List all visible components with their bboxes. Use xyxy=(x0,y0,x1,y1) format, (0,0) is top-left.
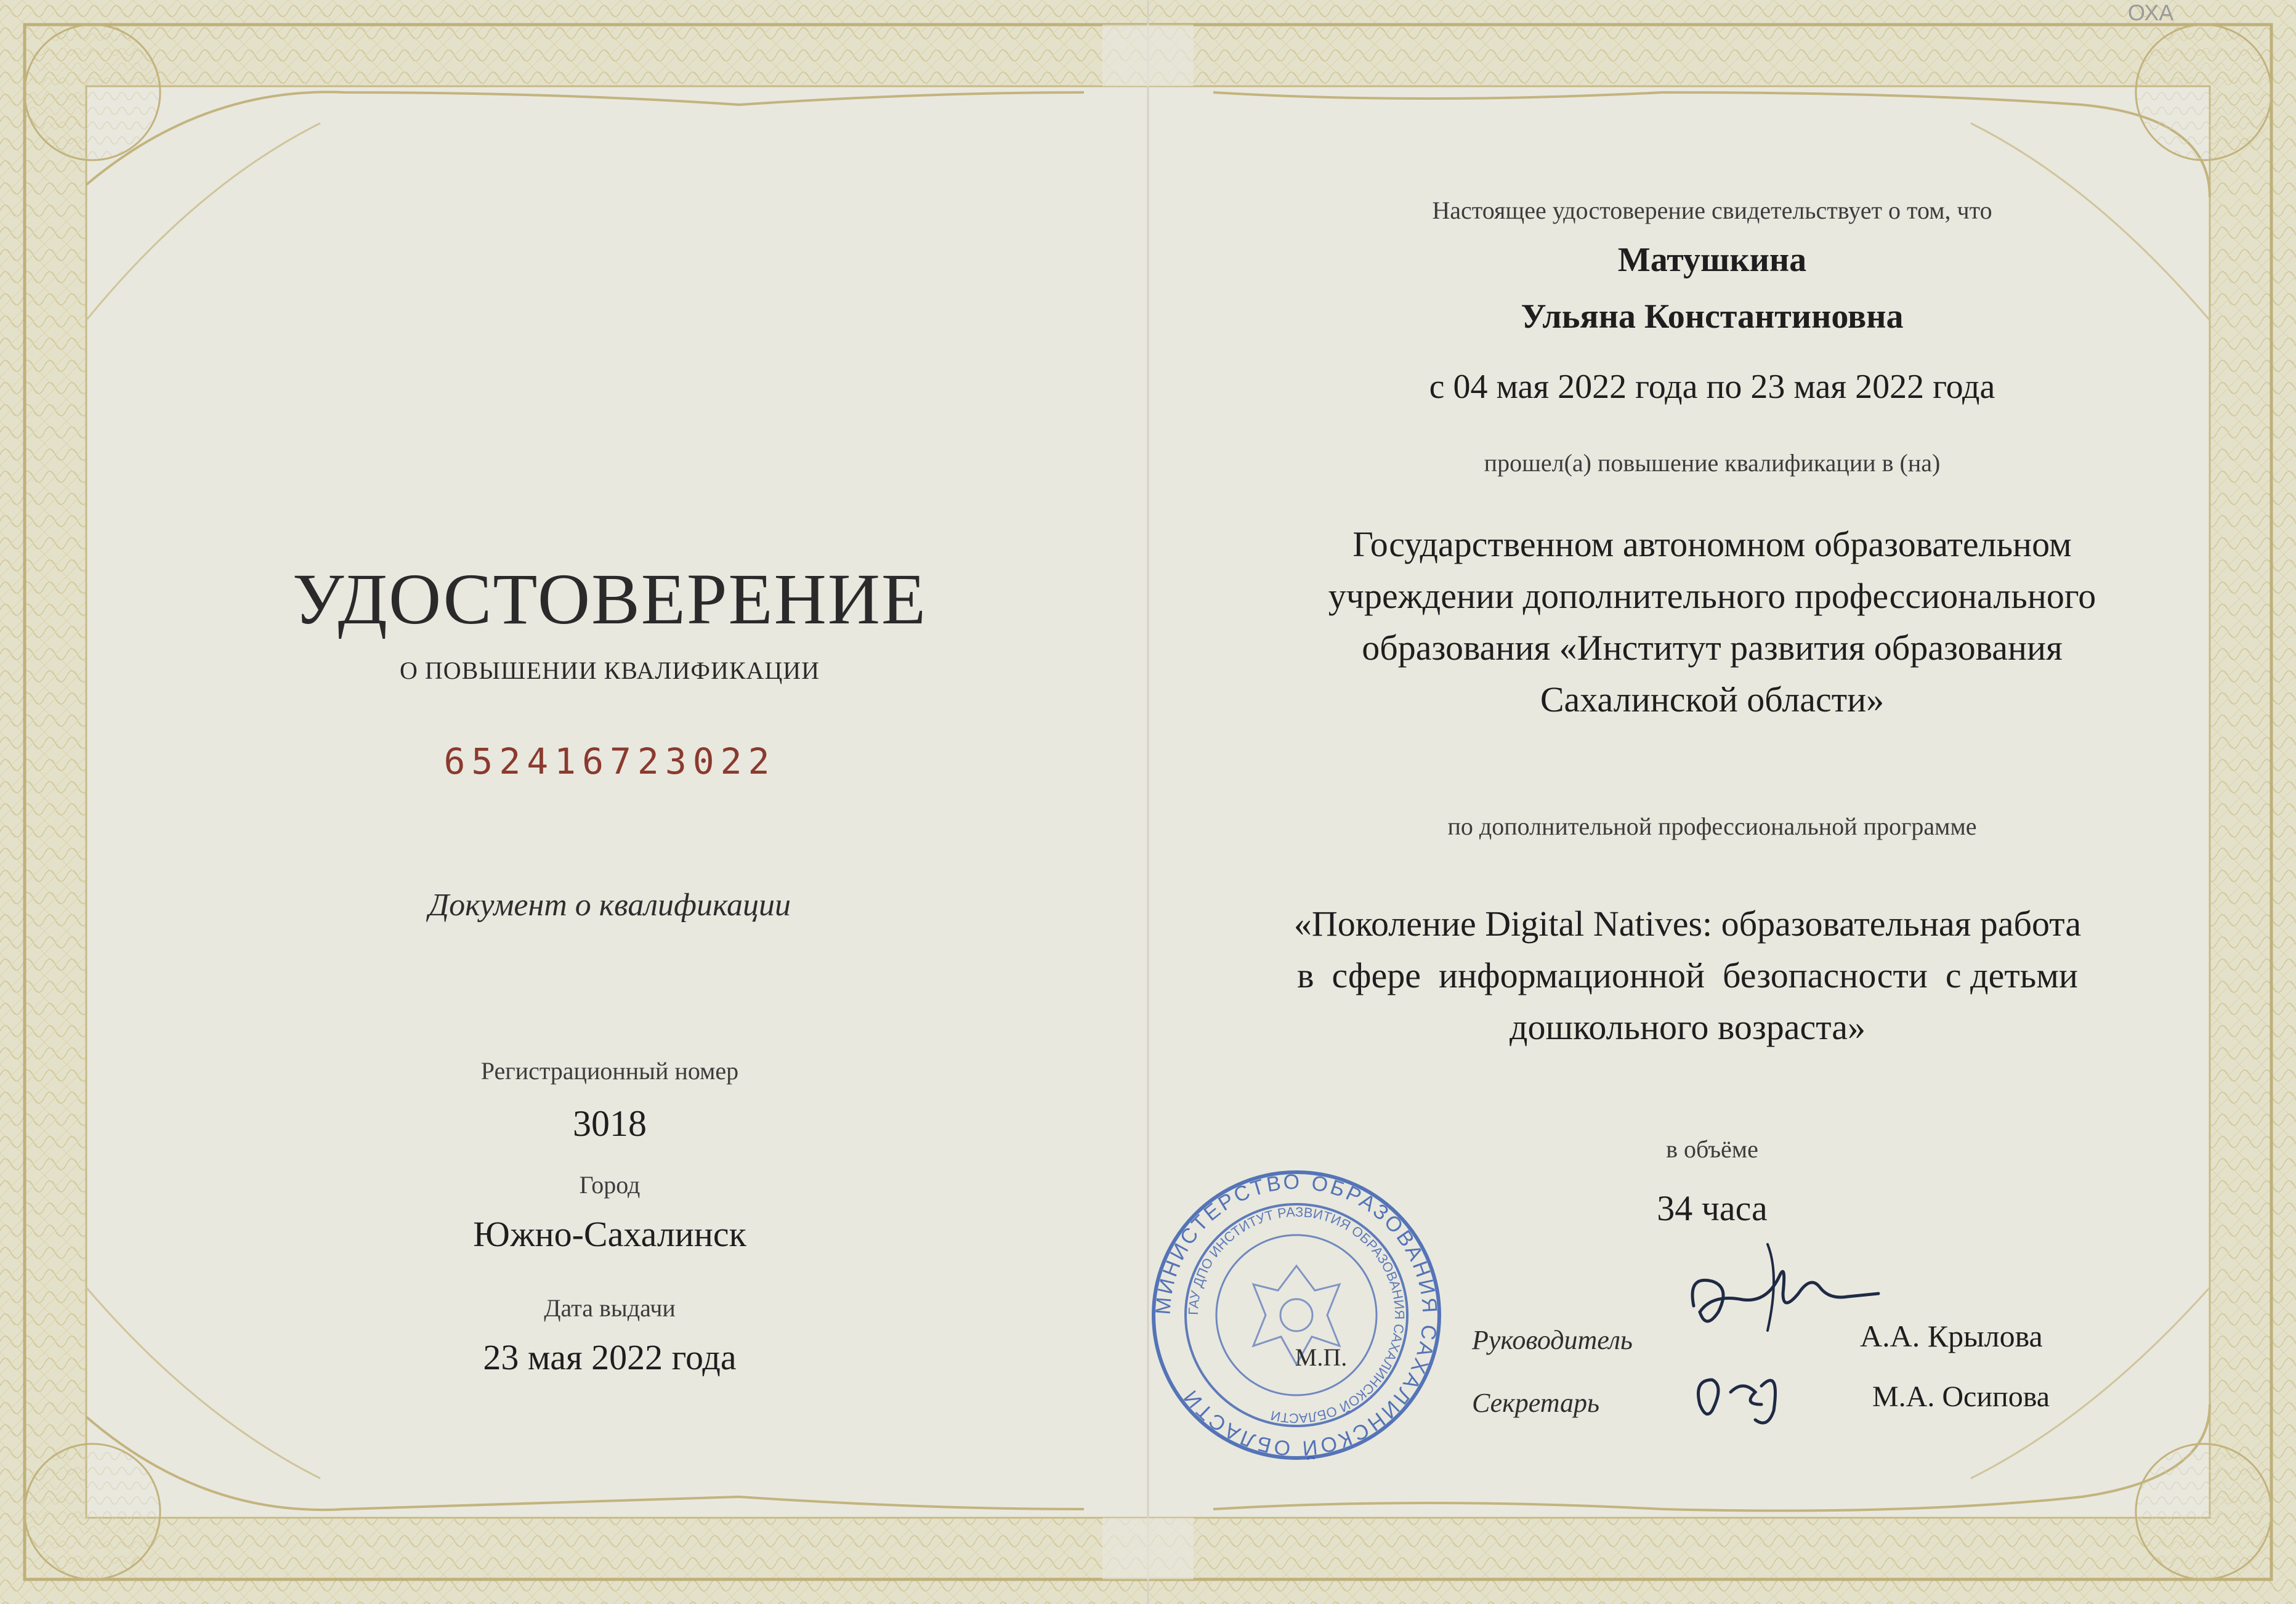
head-role-label: Руководитель xyxy=(1472,1325,1633,1355)
issue-date-value: 23 мая 2022 года xyxy=(483,1337,737,1377)
volume-value: 34 часа xyxy=(1657,1188,1768,1228)
institution-line: образования «Институт развития образования xyxy=(1362,628,2063,668)
document-type-label: Документ о квалификации xyxy=(429,888,791,923)
head-signature xyxy=(1675,1238,1885,1355)
training-period: с 04 мая 2022 года по 23 мая 2022 года xyxy=(1429,368,1995,406)
secretary-name: М.А. Осипова xyxy=(1872,1380,2050,1413)
svg-text:ГАУ ДПО ИНСТИТУТ РАЗВИТИЯ ОБРА: ГАУ ДПО ИНСТИТУТ РАЗВИТИЯ ОБРАЗОВАНИЯ САХАЛИНСКОЙ ОБЛАСТИ xyxy=(1185,1204,1408,1427)
registration-value: 3018 xyxy=(573,1103,647,1144)
head-name: А.А. Крылова xyxy=(1860,1319,2043,1353)
certificate-title: УДОСТОВЕРЕНИЕ xyxy=(292,559,928,639)
program-block xyxy=(1238,898,2137,1053)
volume-label: в объёме xyxy=(1666,1135,1758,1163)
city-label: Город xyxy=(579,1171,641,1199)
institution-line: Государственном автономном образовательном xyxy=(1352,524,2072,564)
secretary-signature xyxy=(1688,1343,1811,1429)
stamp-place-mark: М.П. xyxy=(1295,1343,1348,1371)
program-line: в сфере информационной безопасности с детьми xyxy=(1297,955,2078,995)
intro-text: Настоящее удостоверение свидетельствует о том, что xyxy=(1432,196,1992,224)
secretary-role-label: Секретарь xyxy=(1472,1388,1600,1418)
holder-surname: Матушкина xyxy=(1617,241,1807,279)
svg-text:МИНИСТЕРСТВО ОБРАЗОВАНИЯ САХАЛ: МИНИСТЕРСТВО ОБРАЗОВАНИЯ САХАЛИНСКОЙ ОБЛАСТИ xyxy=(1151,1170,1442,1460)
institution-block xyxy=(1256,519,2168,726)
city-value: Южно-Сахалинск xyxy=(473,1214,746,1254)
program-label: по дополнительной профессиональной программе xyxy=(1447,812,1977,840)
registration-label: Регистрационный номер xyxy=(480,1057,739,1085)
institution-line: учреждении дополнительного профессионального xyxy=(1328,576,2096,616)
certificate-subtitle: О ПОВЫШЕНИИ КВАЛИФИКАЦИИ xyxy=(399,657,820,684)
passed-text: прошел(а) повышение квалификации в (на) xyxy=(1484,449,1941,477)
official-seal xyxy=(1149,1167,1444,1463)
corner-handwritten-note: ОХА xyxy=(2128,0,2174,25)
serial-number: 652416723022 xyxy=(443,740,776,782)
issue-date-label: Дата выдачи xyxy=(544,1294,676,1322)
institution-line: Сахалинской области» xyxy=(1540,679,1885,719)
holder-given-names: Ульяна Константиновна xyxy=(1521,298,1904,336)
program-line: «Поколение Digital Natives: образовательная работа xyxy=(1293,904,2082,944)
program-line: дошкольного возраста» xyxy=(1509,1007,1866,1047)
